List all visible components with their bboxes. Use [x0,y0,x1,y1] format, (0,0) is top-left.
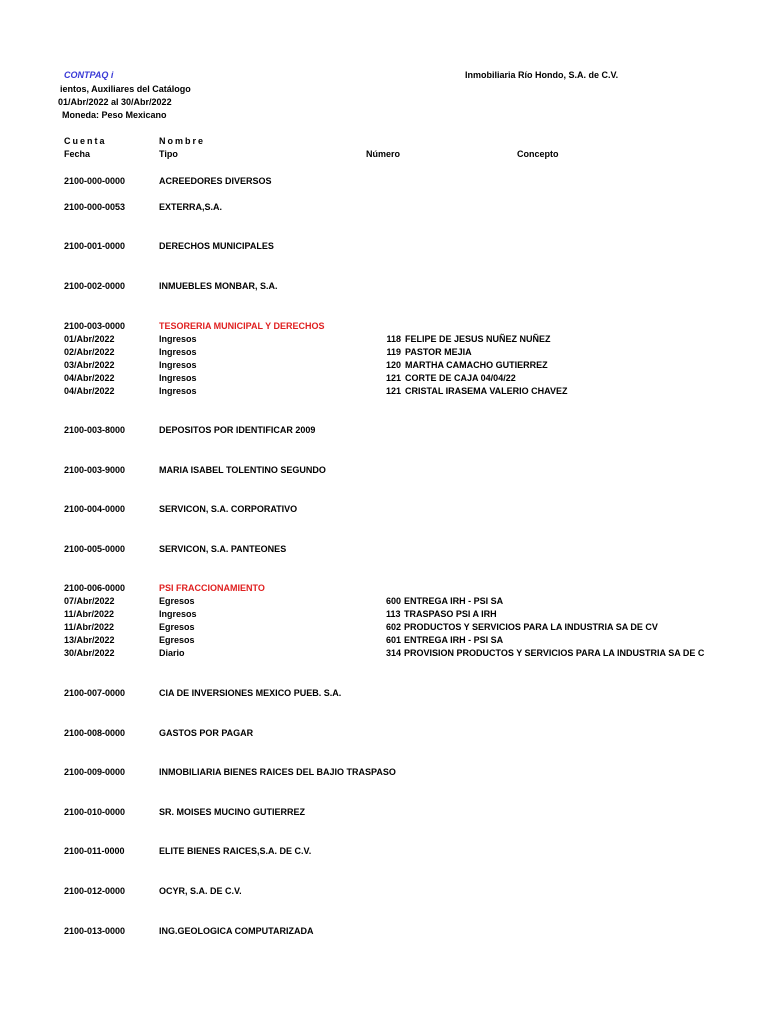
account-code: 2100-010-0000 [64,807,126,817]
report-title: ientos, Auxiliares del Catálogo [60,84,191,94]
account-name: DEPOSITOS POR IDENTIFICAR 2009 [159,425,316,435]
entry-number: 121 [385,373,401,383]
account-code: 2100-012-0000 [64,886,126,896]
account-name: SERVICON, S.A. CORPORATIVO [159,504,298,514]
entry-type: Ingresos [159,386,197,396]
account-code: 2100-000-0053 [64,202,126,212]
account-code: 2100-003-0000 [64,321,126,331]
column-header-numero: Número [366,149,401,159]
brand-logo: CONTPAQ i [64,70,114,80]
account-code: 2100-003-9000 [64,465,126,475]
entry-concept: ENTREGA IRH - PSI SA [404,635,504,645]
column-header-tipo: Tipo [159,149,178,159]
entry-date: 04/Abr/2022 [64,386,115,396]
entry-type: Ingresos [159,360,197,370]
account-name: PSI FRACCIONAMIENTO [159,583,265,593]
entry-type: Egresos [159,596,195,606]
entry-concept: PRODUCTOS Y SERVICIOS PARA LA INDUSTRIA SA DE CV [404,622,658,632]
entry-number: 600 [386,596,402,606]
entry-date: 11/Abr/2022 [64,609,115,619]
entry-type: Ingresos [159,373,197,383]
entry-number: 118 [386,334,401,344]
entry-concept: ENTREGA IRH - PSI SA [404,596,504,606]
column-header-nombre: Nombre [159,136,206,146]
account-name: MARIA ISABEL TOLENTINO SEGUNDO [159,465,326,475]
entry-date: 11/Abr/2022 [64,622,115,632]
column-header-concepto: Concepto [517,149,559,159]
column-header-fecha: Fecha [64,149,91,159]
entry-number: 601 [386,635,402,645]
entry-number: 602 [386,622,402,632]
entry-number: 113 [386,609,401,619]
column-header-cuenta: Cuenta [64,136,107,146]
account-code: 2100-005-0000 [64,544,126,554]
company-name: Inmobiliaria Río Hondo, S.A. de C.V. [465,70,619,80]
account-name: CIA DE INVERSIONES MEXICO PUEB. S.A. [159,688,342,698]
date-range: 01/Abr/2022 al 30/Abr/2022 [58,97,172,107]
account-code: 2100-002-0000 [64,281,126,291]
account-name: INMUEBLES MONBAR, S.A. [159,281,278,291]
account-name: OCYR, S.A. DE C.V. [159,886,242,896]
account-name: GASTOS POR PAGAR [159,728,254,738]
entry-date: 02/Abr/2022 [64,347,115,357]
entry-date: 04/Abr/2022 [64,373,115,383]
account-code: 2100-011-0000 [64,846,125,856]
account-name: INMOBILIARIA BIENES RAICES DEL BAJIO TRASPASO [159,767,396,777]
entry-date: 13/Abr/2022 [64,635,115,645]
entry-date: 07/Abr/2022 [64,596,115,606]
account-code: 2100-013-0000 [64,926,126,936]
account-code: 2100-008-0000 [64,728,126,738]
entry-concept: FELIPE DE JESUS NUÑEZ NUÑEZ [405,334,551,344]
entry-number: 314 [386,648,402,658]
entry-type: Diario [159,648,185,658]
account-code: 2100-001-0000 [64,241,126,251]
account-code: 2100-004-0000 [64,504,126,514]
entry-type: Egresos [159,622,195,632]
currency-label: Moneda: Peso Mexicano [62,110,167,120]
entry-number: 121 [385,386,401,396]
account-code: 2100-009-0000 [64,767,126,777]
account-code: 2100-000-0000 [64,176,126,186]
entry-number: 119 [386,347,401,357]
account-name: TESORERIA MUNICIPAL Y DERECHOS [159,321,325,331]
account-name: ACREEDORES DIVERSOS [159,176,272,186]
entry-concept: MARTHA CAMACHO GUTIERREZ [405,360,548,370]
account-name: DERECHOS MUNICIPALES [159,241,274,251]
entry-concept: PASTOR MEJIA [405,347,472,357]
account-code: 2100-007-0000 [64,688,126,698]
account-name: ING.GEOLOGICA COMPUTARIZADA [159,926,314,936]
entry-date: 30/Abr/2022 [64,648,115,658]
entry-type: Ingresos [159,347,197,357]
entry-concept: TRASPASO PSI A IRH [404,609,497,619]
account-code: 2100-003-8000 [64,425,126,435]
account-name: ELITE BIENES RAICES,S.A. DE C.V. [159,846,312,856]
entry-type: Ingresos [159,609,197,619]
entry-type: Egresos [159,635,195,645]
entry-concept: CORTE DE CAJA 04/04/22 [405,373,516,383]
account-name: SERVICON, S.A. PANTEONES [159,544,287,554]
entry-number: 120 [385,360,401,370]
account-name: SR. MOISES MUCINO GUTIERREZ [159,807,306,817]
entry-concept: CRISTAL IRASEMA VALERIO CHAVEZ [405,386,568,396]
entry-type: Ingresos [159,334,197,344]
entry-date: 03/Abr/2022 [64,360,115,370]
account-name: EXTERRA,S.A. [159,202,223,212]
entry-date: 01/Abr/2022 [64,334,115,344]
account-code: 2100-006-0000 [64,583,126,593]
entry-concept: PROVISION PRODUCTOS Y SERVICIOS PARA LA INDUSTRIA SA DE C [404,648,705,658]
